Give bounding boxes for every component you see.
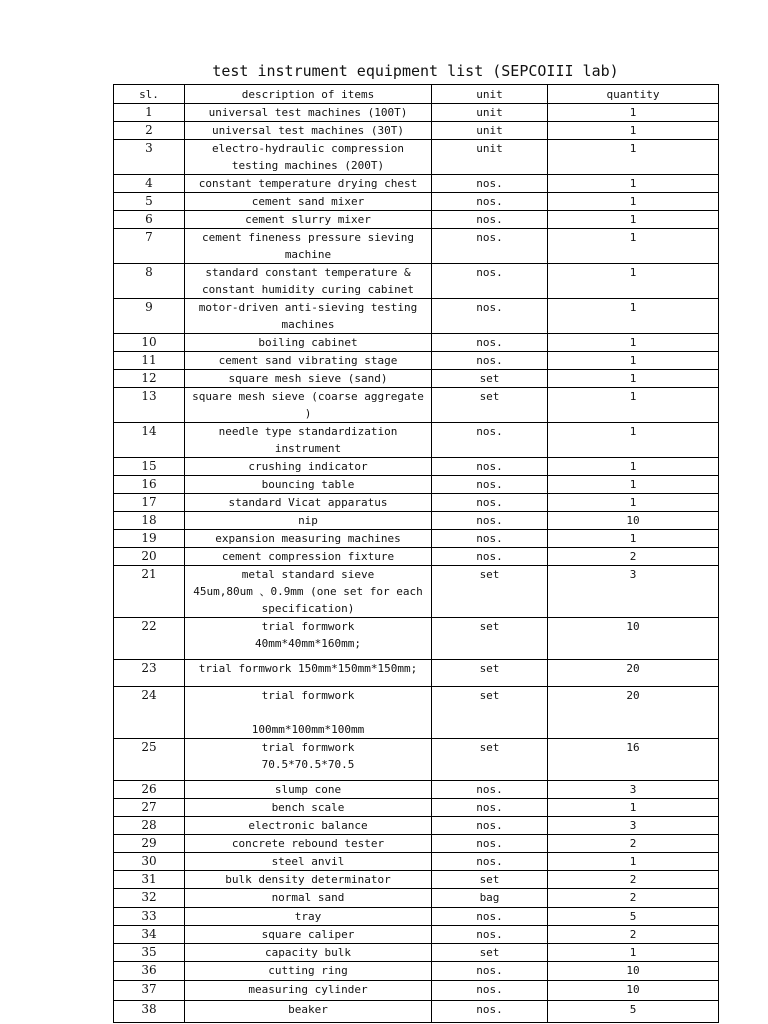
table-row bbox=[114, 476, 719, 494]
cell-unit: set bbox=[432, 944, 548, 962]
table-row bbox=[114, 871, 719, 889]
description-line: 45um,80um 、0.9mm (one set for each bbox=[193, 585, 423, 598]
cell-quantity: 1 bbox=[548, 211, 719, 229]
cell-quantity: 2 bbox=[548, 871, 719, 889]
cell-quantity: 5 bbox=[548, 1001, 719, 1023]
cell-sl: 11 bbox=[114, 352, 185, 370]
cell-unit: nos. bbox=[432, 530, 548, 548]
description-line: 70.5*70.5*70.5 bbox=[261, 758, 355, 771]
cell-sl: 26 bbox=[114, 781, 185, 799]
description-line: trial formwork 150mm*150mm*150mm; bbox=[198, 662, 418, 675]
cell-sl: 9 bbox=[114, 299, 185, 334]
cell-unit: nos. bbox=[432, 799, 548, 817]
cell-description bbox=[185, 458, 432, 476]
cell-quantity: 1 bbox=[548, 494, 719, 512]
cell-sl: 36 bbox=[114, 962, 185, 981]
cell-unit: set bbox=[432, 739, 548, 781]
cell-sl: 32 bbox=[114, 889, 185, 908]
cell-description bbox=[185, 962, 432, 981]
description-line: trial formwork bbox=[261, 741, 355, 754]
cell-sl: 19 bbox=[114, 530, 185, 548]
description-line: beaker bbox=[288, 1003, 328, 1016]
cell-unit: nos. bbox=[432, 853, 548, 871]
cell-unit: nos. bbox=[432, 981, 548, 1001]
header-unit: unit bbox=[432, 85, 548, 104]
cell-sl: 18 bbox=[114, 512, 185, 530]
description-line: 100mm*100mm*100mm bbox=[251, 723, 365, 736]
cell-sl: 20 bbox=[114, 548, 185, 566]
cell-quantity: 1 bbox=[548, 229, 719, 264]
cell-unit: nos. bbox=[432, 962, 548, 981]
description-line: cement slurry mixer bbox=[245, 213, 371, 226]
cell-quantity: 1 bbox=[548, 476, 719, 494]
description-line: 40mm*40mm*160mm; bbox=[255, 637, 361, 650]
cell-sl: 2 bbox=[114, 122, 185, 140]
table-row bbox=[114, 229, 719, 264]
description-line: crushing indicator bbox=[248, 460, 368, 473]
cell-quantity: 2 bbox=[548, 548, 719, 566]
cell-quantity: 20 bbox=[548, 687, 719, 739]
cell-description bbox=[185, 264, 432, 299]
cell-sl: 8 bbox=[114, 264, 185, 299]
cell-unit: nos. bbox=[432, 458, 548, 476]
cell-unit: set bbox=[432, 388, 548, 423]
cell-unit: nos. bbox=[432, 817, 548, 835]
header-description: description of items bbox=[185, 85, 432, 104]
description-line: capacity bulk bbox=[264, 946, 352, 959]
table-row bbox=[114, 211, 719, 229]
cell-unit: bag bbox=[432, 889, 548, 908]
description-line: universal test machines (100T) bbox=[208, 106, 408, 119]
cell-sl: 10 bbox=[114, 334, 185, 352]
cell-unit: nos. bbox=[432, 476, 548, 494]
equipment-table bbox=[113, 84, 719, 1023]
description-line: bench scale bbox=[271, 801, 345, 814]
cell-unit: nos. bbox=[432, 229, 548, 264]
cell-unit: nos. bbox=[432, 926, 548, 944]
header-quantity: quantity bbox=[548, 85, 719, 104]
cell-quantity: 10 bbox=[548, 618, 719, 660]
table-row bbox=[114, 944, 719, 962]
cell-unit: nos. bbox=[432, 1001, 548, 1023]
cell-sl: 37 bbox=[114, 981, 185, 1001]
cell-quantity: 1 bbox=[548, 193, 719, 211]
table-row bbox=[114, 458, 719, 476]
cell-quantity: 1 bbox=[548, 370, 719, 388]
table-row bbox=[114, 388, 719, 423]
cell-description bbox=[185, 476, 432, 494]
table-row bbox=[114, 104, 719, 122]
cell-description bbox=[185, 140, 432, 175]
cell-unit: unit bbox=[432, 104, 548, 122]
cell-sl: 31 bbox=[114, 871, 185, 889]
description-line: universal test machines (30T) bbox=[211, 124, 405, 137]
description-line: square mesh sieve (coarse aggregate bbox=[192, 390, 424, 403]
description-line: standard Vicat apparatus bbox=[228, 496, 388, 509]
cell-sl: 30 bbox=[114, 853, 185, 871]
table-row bbox=[114, 1001, 719, 1023]
cell-quantity: 2 bbox=[548, 926, 719, 944]
cell-sl: 17 bbox=[114, 494, 185, 512]
cell-description bbox=[185, 981, 432, 1001]
cell-unit: set bbox=[432, 618, 548, 660]
description-line: measuring cylinder bbox=[248, 983, 368, 996]
cell-quantity: 1 bbox=[548, 140, 719, 175]
cell-description bbox=[185, 193, 432, 211]
cell-description bbox=[185, 781, 432, 799]
table-body bbox=[114, 104, 719, 1023]
table-row bbox=[114, 981, 719, 1001]
description-line: bulk density determinator bbox=[225, 873, 391, 886]
description-line: motor-driven anti-sieving testing bbox=[198, 301, 418, 314]
cell-quantity: 10 bbox=[548, 512, 719, 530]
description-line: cement fineness pressure sieving bbox=[202, 231, 414, 244]
cell-quantity: 2 bbox=[548, 835, 719, 853]
cell-description bbox=[185, 853, 432, 871]
table-row bbox=[114, 739, 719, 781]
cell-sl: 27 bbox=[114, 799, 185, 817]
description-line: specification) bbox=[261, 602, 355, 615]
cell-description bbox=[185, 299, 432, 334]
cell-unit: nos. bbox=[432, 211, 548, 229]
table-row bbox=[114, 687, 719, 739]
cell-unit: nos. bbox=[432, 494, 548, 512]
table-row bbox=[114, 423, 719, 458]
cell-quantity: 1 bbox=[548, 944, 719, 962]
description-line: tray bbox=[294, 910, 322, 923]
cell-sl: 24 bbox=[114, 687, 185, 739]
cell-sl: 1 bbox=[114, 104, 185, 122]
description-line: electronic balance bbox=[248, 819, 368, 832]
description-line: constant temperature drying chest bbox=[198, 177, 418, 190]
cell-sl: 5 bbox=[114, 193, 185, 211]
cell-unit: set bbox=[432, 566, 548, 618]
description-line: square caliper bbox=[261, 928, 355, 941]
cell-unit: unit bbox=[432, 122, 548, 140]
cell-quantity: 1 bbox=[548, 299, 719, 334]
description-line: cement sand mixer bbox=[251, 195, 365, 208]
cell-quantity: 2 bbox=[548, 889, 719, 908]
cell-quantity: 1 bbox=[548, 264, 719, 299]
cell-unit: nos. bbox=[432, 193, 548, 211]
cell-sl: 21 bbox=[114, 566, 185, 618]
description-line: electro-hydraulic compression bbox=[211, 142, 405, 155]
table-row bbox=[114, 264, 719, 299]
cell-description bbox=[185, 618, 432, 660]
cell-description bbox=[185, 566, 432, 618]
cell-quantity: 1 bbox=[548, 175, 719, 193]
cell-description bbox=[185, 352, 432, 370]
description-line: steel anvil bbox=[271, 855, 345, 868]
cell-sl: 7 bbox=[114, 229, 185, 264]
cell-description bbox=[185, 944, 432, 962]
cell-unit: unit bbox=[432, 140, 548, 175]
cell-quantity: 10 bbox=[548, 981, 719, 1001]
cell-sl: 28 bbox=[114, 817, 185, 835]
cell-unit: nos. bbox=[432, 781, 548, 799]
cell-sl: 34 bbox=[114, 926, 185, 944]
description-line: metal standard sieve bbox=[241, 568, 375, 581]
cell-description bbox=[185, 211, 432, 229]
cell-unit: nos. bbox=[432, 835, 548, 853]
table-row bbox=[114, 548, 719, 566]
description-line: ) bbox=[304, 407, 312, 420]
cell-unit: set bbox=[432, 660, 548, 687]
cell-quantity: 1 bbox=[548, 352, 719, 370]
description-line: standard constant temperature & bbox=[205, 266, 411, 279]
cell-description bbox=[185, 175, 432, 193]
table-row bbox=[114, 352, 719, 370]
cell-unit: set bbox=[432, 871, 548, 889]
description-line: concrete rebound tester bbox=[231, 837, 385, 850]
cell-quantity: 1 bbox=[548, 530, 719, 548]
cell-unit: nos. bbox=[432, 175, 548, 193]
cell-sl: 38 bbox=[114, 1001, 185, 1023]
table-row bbox=[114, 908, 719, 926]
description-line: testing machines (200T) bbox=[231, 159, 385, 172]
cell-description bbox=[185, 926, 432, 944]
cell-description bbox=[185, 660, 432, 687]
cell-sl: 25 bbox=[114, 739, 185, 781]
cell-quantity: 3 bbox=[548, 781, 719, 799]
table-row bbox=[114, 799, 719, 817]
description-line: cutting ring bbox=[268, 964, 348, 977]
cell-quantity: 3 bbox=[548, 566, 719, 618]
table-row bbox=[114, 853, 719, 871]
cell-sl: 13 bbox=[114, 388, 185, 423]
cell-quantity: 20 bbox=[548, 660, 719, 687]
table-row bbox=[114, 299, 719, 334]
cell-sl: 3 bbox=[114, 140, 185, 175]
description-line: machine bbox=[284, 248, 332, 261]
table-row bbox=[114, 926, 719, 944]
cell-unit: nos. bbox=[432, 548, 548, 566]
document-title: test instrument equipment list (SEPCOIII lab) bbox=[212, 62, 619, 80]
cell-unit: nos. bbox=[432, 908, 548, 926]
table-row bbox=[114, 140, 719, 175]
cell-description bbox=[185, 370, 432, 388]
cell-quantity: 1 bbox=[548, 423, 719, 458]
cell-sl: 35 bbox=[114, 944, 185, 962]
cell-description bbox=[185, 799, 432, 817]
cell-sl: 6 bbox=[114, 211, 185, 229]
description-line: machines bbox=[281, 318, 335, 331]
cell-description bbox=[185, 687, 432, 739]
cell-description bbox=[185, 423, 432, 458]
cell-description bbox=[185, 388, 432, 423]
cell-sl: 22 bbox=[114, 618, 185, 660]
description-line: instrument bbox=[274, 442, 342, 455]
table-row bbox=[114, 175, 719, 193]
cell-unit: nos. bbox=[432, 352, 548, 370]
description-line: bouncing table bbox=[261, 478, 355, 491]
cell-sl: 14 bbox=[114, 423, 185, 458]
description-line: expansion measuring machines bbox=[215, 532, 401, 545]
cell-quantity: 1 bbox=[548, 388, 719, 423]
cell-unit: set bbox=[432, 687, 548, 739]
table-row bbox=[114, 835, 719, 853]
cell-unit: nos. bbox=[432, 512, 548, 530]
cell-description bbox=[185, 104, 432, 122]
cell-quantity: 1 bbox=[548, 104, 719, 122]
cell-sl: 16 bbox=[114, 476, 185, 494]
table-row bbox=[114, 193, 719, 211]
cell-sl: 4 bbox=[114, 175, 185, 193]
cell-description bbox=[185, 908, 432, 926]
description-line: nip bbox=[298, 514, 318, 527]
cell-description bbox=[185, 334, 432, 352]
cell-unit: nos. bbox=[432, 423, 548, 458]
cell-description bbox=[185, 889, 432, 908]
cell-quantity: 1 bbox=[548, 799, 719, 817]
cell-description bbox=[185, 512, 432, 530]
cell-quantity: 10 bbox=[548, 962, 719, 981]
cell-sl: 12 bbox=[114, 370, 185, 388]
cell-description bbox=[185, 739, 432, 781]
cell-description bbox=[185, 530, 432, 548]
table-row bbox=[114, 817, 719, 835]
description-line: boiling cabinet bbox=[258, 336, 358, 349]
description-line: square mesh sieve (sand) bbox=[228, 372, 388, 385]
cell-description bbox=[185, 835, 432, 853]
cell-description bbox=[185, 122, 432, 140]
cell-unit: set bbox=[432, 370, 548, 388]
cell-description bbox=[185, 548, 432, 566]
cell-description bbox=[185, 1001, 432, 1023]
table-row bbox=[114, 618, 719, 660]
cell-unit: nos. bbox=[432, 334, 548, 352]
cell-quantity: 16 bbox=[548, 739, 719, 781]
cell-sl: 15 bbox=[114, 458, 185, 476]
table-row bbox=[114, 334, 719, 352]
table-row bbox=[114, 889, 719, 908]
description-line: cement compression fixture bbox=[221, 550, 395, 563]
cell-unit: nos. bbox=[432, 264, 548, 299]
description-line: slump cone bbox=[274, 783, 342, 796]
cell-quantity: 5 bbox=[548, 908, 719, 926]
cell-quantity: 1 bbox=[548, 334, 719, 352]
cell-sl: 29 bbox=[114, 835, 185, 853]
cell-description bbox=[185, 494, 432, 512]
cell-description bbox=[185, 229, 432, 264]
cell-sl: 23 bbox=[114, 660, 185, 687]
table-row bbox=[114, 781, 719, 799]
table-row bbox=[114, 494, 719, 512]
cell-quantity: 1 bbox=[548, 458, 719, 476]
cell-description bbox=[185, 871, 432, 889]
table-row bbox=[114, 660, 719, 687]
description-line: trial formwork bbox=[261, 620, 355, 633]
description-line: trial formwork bbox=[261, 689, 355, 702]
header-sl: sl. bbox=[114, 85, 185, 104]
cell-unit: nos. bbox=[432, 299, 548, 334]
description-line: normal sand bbox=[271, 891, 345, 904]
cell-quantity: 1 bbox=[548, 122, 719, 140]
table-row bbox=[114, 962, 719, 981]
description-line: cement sand vibrating stage bbox=[218, 354, 398, 367]
table-row bbox=[114, 122, 719, 140]
cell-quantity: 3 bbox=[548, 817, 719, 835]
cell-quantity: 1 bbox=[548, 853, 719, 871]
description-line: needle type standardization bbox=[218, 425, 398, 438]
cell-description bbox=[185, 817, 432, 835]
table-row bbox=[114, 530, 719, 548]
table-row bbox=[114, 512, 719, 530]
table-header-row bbox=[114, 85, 719, 104]
cell-sl: 33 bbox=[114, 908, 185, 926]
description-line bbox=[187, 704, 429, 721]
table-row bbox=[114, 370, 719, 388]
table-row bbox=[114, 566, 719, 618]
description-line: constant humidity curing cabinet bbox=[202, 283, 414, 296]
